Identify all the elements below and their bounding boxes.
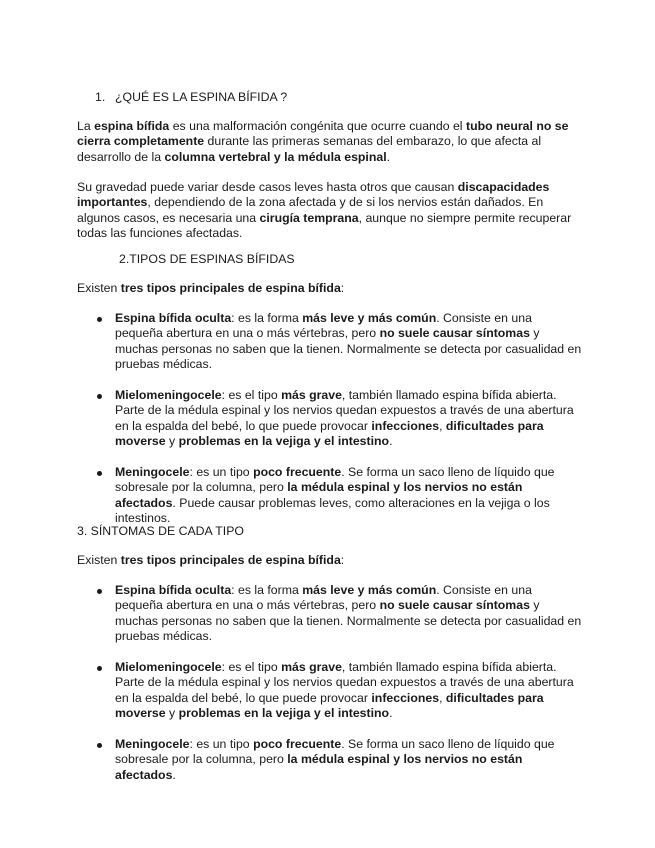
section-2-heading: 2.TIPOS DE ESPINAS BÍFIDAS [119, 252, 295, 266]
bold-text: Espina bífida oculta [115, 583, 232, 597]
bullet-icon [97, 394, 102, 399]
text-run: . [386, 149, 391, 164]
text-run: , [439, 690, 446, 705]
bold-text: más grave [281, 388, 342, 403]
section-1-number: 1. [95, 90, 106, 104]
bold-text: la médula espinal y los nervios no están afectados [115, 752, 523, 782]
text-run: : es la forma [231, 583, 303, 597]
bold-text: Meningocele [115, 737, 190, 752]
list-item-text [115, 465, 555, 525]
bold-text: Mielomeningocele [115, 660, 222, 675]
section-1-paragraph-2 [77, 180, 582, 242]
bold-text: más leve y más común [302, 583, 437, 597]
list-item-text [115, 388, 574, 448]
text-run: : [340, 553, 345, 567]
text-run: . [172, 767, 176, 782]
bold-text: Meningocele [115, 465, 190, 480]
text-run: : es un tipo [189, 465, 254, 480]
text-run: . Puede causar problemas leves, como alteraciones en la vejiga o los intestinos. [115, 495, 550, 526]
bullet-icon [97, 471, 102, 476]
bold-text: no suele causar síntomas [379, 598, 530, 613]
text-run: Su gravedad puede variar desde casos leves hasta otros que causan [77, 180, 458, 194]
text-run: : es el tipo [221, 388, 282, 403]
text-run: . [389, 434, 393, 449]
text-run: durante las primeras semanas del embarazo, lo que afecta al desarrollo de la [77, 134, 542, 164]
bold-text: tres tipos principales de espina bífida [120, 553, 341, 567]
bullet-icon [97, 589, 102, 594]
bold-text: poco frecuente [253, 465, 342, 480]
list-item [77, 388, 582, 450]
list-item [77, 465, 582, 527]
text-run: . Se forma un saco lleno de líquido que sobresale por la columna, pero [115, 465, 555, 495]
bold-text: la médula espinal y los nervios no están afectados [115, 480, 523, 510]
section-3-heading: 3. SÍNTOMAS DE CADA TIPO [77, 524, 244, 538]
bullet-icon [97, 743, 102, 748]
text-run: . [389, 706, 393, 721]
section-2-intro [77, 281, 582, 296]
list-item-text [115, 311, 581, 371]
bold-text: Espina bífida oculta [115, 311, 232, 325]
bold-text: espina bífida [94, 119, 170, 133]
text-run: . Se forma un saco lleno de líquido que sobresale por la columna, pero [115, 737, 555, 767]
list-item [77, 311, 582, 373]
text-run: y muchas personas no saben que la tienen. Normalmente se detecta por casualidad en pruebas médicas. [115, 326, 582, 372]
text-run: : es el tipo [221, 660, 282, 675]
bold-text: discapacidades importantes [77, 180, 550, 210]
section-3-intro [77, 553, 582, 568]
bold-text: más leve y más común [302, 311, 437, 325]
text-run: y [165, 706, 179, 721]
section-1-heading [95, 90, 495, 105]
text-run: : [340, 281, 345, 295]
text-run: y [165, 434, 179, 449]
section-1-title: ¿QUÉ ES LA ESPINA BÍFIDA ? [115, 90, 288, 104]
text-run: es una malformación congénita que ocurre cuando el [169, 119, 466, 133]
text-run: Existen [77, 553, 121, 567]
text-run: La [77, 119, 95, 133]
text-run: Existen [77, 281, 121, 295]
bold-text: más grave [281, 660, 342, 675]
list-item-text [115, 660, 574, 720]
bold-text: infecciones [371, 418, 440, 433]
list-item [77, 737, 582, 783]
text-run: . Consiste en una pequeña abertura en una o más vértebras, pero [115, 583, 532, 613]
text-run: , dependiendo de la zona afectada y de si los nervios están dañados. En algunos casos, es necesaria una [77, 195, 544, 225]
bullet-icon [97, 317, 102, 322]
bold-text: problemas en la vejiga y el intestino [178, 706, 390, 721]
section-1-paragraph-1 [77, 119, 582, 165]
bold-text: tubo neural no se cierra completamente [77, 119, 569, 149]
text-run: . Consiste en una pequeña abertura en una o más vértebras, pero [115, 311, 532, 341]
bold-text: dificultades para moverse [115, 690, 544, 721]
bold-text: cirugía temprana [259, 210, 359, 225]
bold-text: columna vertebral y la médula espinal [164, 149, 387, 164]
bold-text: Mielomeningocele [115, 388, 222, 403]
text-run: : es la forma [231, 311, 303, 325]
text-run: , también llamado espina bífida abierta. Parte de la médula espinal y los nervios quedan expuestos a través de una abertura en la espalda del bebé, lo que puede provocar [115, 660, 574, 705]
bold-text: problemas en la vejiga y el intestino [178, 434, 390, 449]
bold-text: poco frecuente [253, 737, 342, 752]
list-item-text [115, 583, 581, 643]
text-run: : es un tipo [189, 737, 254, 752]
list-item-text [115, 737, 555, 782]
bold-text: dificultades para moverse [115, 418, 544, 449]
bold-text: no suele causar síntomas [379, 326, 530, 341]
section-3-list [77, 583, 582, 783]
section-2-list [77, 311, 582, 527]
list-item [77, 660, 582, 722]
text-run: , también llamado espina bífida abierta. Parte de la médula espinal y los nervios quedan expuestos a través de una abertura en la espalda del bebé, lo que puede provocar [115, 388, 574, 433]
bold-text: infecciones [371, 690, 440, 705]
bold-text: tres tipos principales de espina bífida [120, 281, 341, 295]
bullet-icon [97, 666, 102, 671]
text-run: , aunque no siempre permite recuperar todas las funciones afectadas. [77, 210, 572, 241]
list-item [77, 583, 582, 645]
text-run: , [439, 418, 446, 433]
text-run: y muchas personas no saben que la tienen. Normalmente se detecta por casualidad en pruebas médicas. [115, 598, 582, 644]
